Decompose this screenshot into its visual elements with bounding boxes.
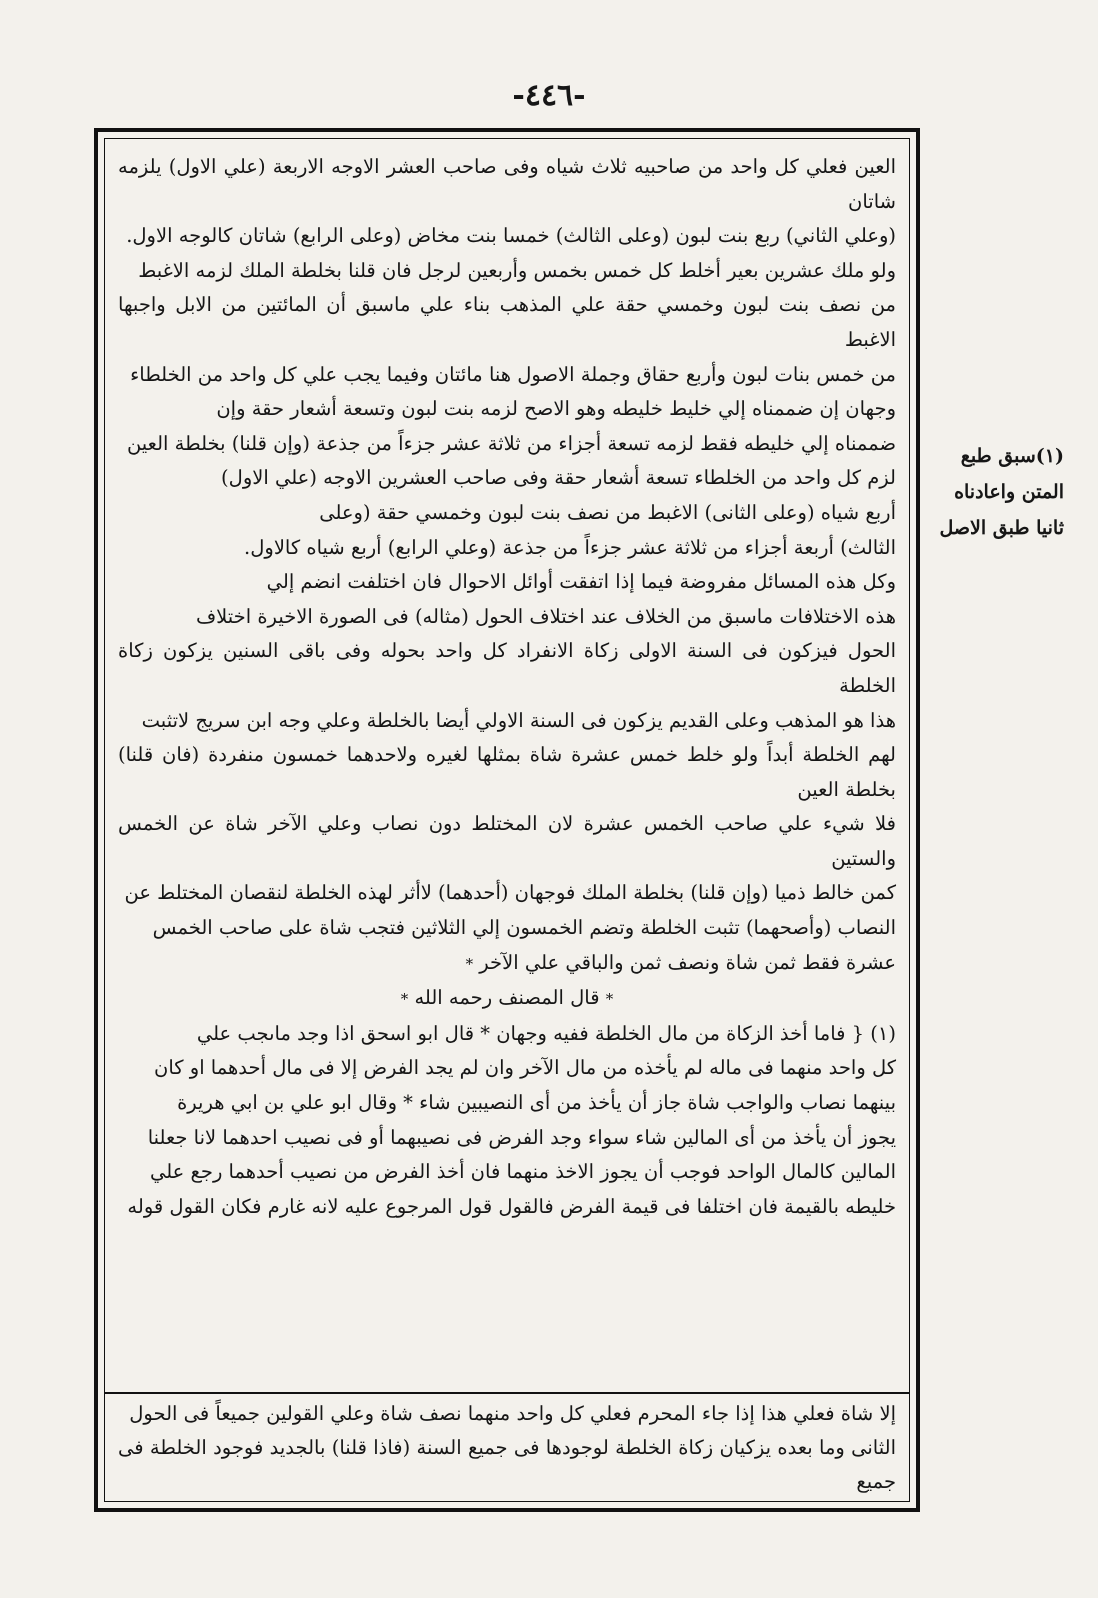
footer-text-block xyxy=(118,1397,896,1499)
text-line: ضممناه إلي خليطه فقط لزمه تسعة أجزاء من ثلاثة عشر جزءاً من جذعة (وإن قلنا) بخلطة العين xyxy=(126,431,896,455)
text-line: لهم الخلطة أبداً ولو خلط خمس عشرة شاة بمثلها لغيره ولاحدهما خمسون منفردة (فان قلنا) بخلطة العين xyxy=(118,743,896,801)
text-line: كمن خالط ذميا (وإن قلنا) بخلطة الملك فوجهان (أحدهما) لاأثر لهذه الخلطة لنقصان المختلط عن xyxy=(124,881,896,905)
margin-note-line: ثانيا طبق الاصل xyxy=(939,517,1064,539)
text-line: هذه الاختلافات ماسبق من الخلاف عند اختلاف الحول (مثاله) فى الصورة الاخيرة اختلاف xyxy=(195,604,896,628)
text-line-content: عشرة فقط ثمن شاة ونصف ثمن والباقي علي الآخر xyxy=(479,950,896,974)
footer-line: إلا شاة فعلي هذا إذا جاء المحرم فعلي كل واحد منهما نصف شاة وعلي القولين جميعاً فى الحول xyxy=(129,1402,896,1425)
section-line: (١) { فاما أخذ الزكاة من مال الخلطة ففيه وجهان * قال ابو اسحق اذا وجد ماىجب علي xyxy=(196,1021,896,1045)
text-line: النصاب (وأصحهما) تثبت الخلطة وتضم الخمسون إلي الثلاثين فتجب شاة على صاحب الخمس xyxy=(152,916,896,940)
text-line: هذا هو المذهب وعلى القديم يزكون فى السنة الاولي أيضا بالخلطة وعلي وجه ابن سريج لاتثبت xyxy=(141,708,896,732)
margin-note xyxy=(918,438,1064,546)
section-line: خليطه بالقيمة فان اختلفا فى قيمة الفرض فالقول قول المرجوع عليه لانه غارم فكان القول قوله xyxy=(127,1194,896,1218)
section-line: بينهما نصاب والواجب شاة جاز أن يأخذ من أى النصيبين شاء * وقال ابو علي بن ابي هريرة xyxy=(177,1091,896,1115)
text-line: وكل هذه المسائل مفروضة فيما إذا اتفقت أوائل الاحوال فان اختلفت انضم إلي xyxy=(266,570,896,594)
text-line: وجهان إن ضممناه إلي خليط خليطه وهو الاصح لزمه بنت لبون وتسعة أشعار حقة وإن xyxy=(216,397,896,421)
margin-note-line: المتن واعادناه xyxy=(954,481,1064,503)
footer-line: الثانى وما بعده يزكيان زكاة الخلطة لوجودها فى جميع السنة (فاذا قلنا) بالجديد فوجود الخلطة فى جميع xyxy=(118,1436,896,1493)
star-mark: * xyxy=(400,990,409,1009)
text-line: فلا شيء علي صاحب الخمس عشرة لان المختلط دون نصاب وعلي الآخر شاة عن الخمس والستين xyxy=(118,812,896,870)
section-line: يجوز أن يأخذ من أى المالين شاء سواء وجد الفرض فى نصيبهما أو فى نصيب احدهما لانا جعلنا xyxy=(147,1125,896,1149)
text-line: (وعلي الثاني) ربع بنت لبون (وعلى الثالث) خمسا بنت مخاض (وعلى الرابع) شاتان كالوجه الاول. xyxy=(126,224,896,248)
page-number: -٤٤٦- xyxy=(512,78,586,113)
text-line-ending xyxy=(118,946,896,982)
author-says-heading: قال المصنف رحمه الله xyxy=(414,986,600,1010)
section-line: المالين كالمال الواحد فوجب أن يجوز الاخذ منهما فان أخذ الفرض من نصيب أحدهما رجع علي xyxy=(149,1160,896,1184)
text-line: الحول فيزكون فى السنة الاولى زكاة الانفراد كل واحد بحوله وفى باقى السنين يزكون زكاة الخلطة xyxy=(118,639,896,697)
text-line: ولو ملك عشرين بعير أخلط كل خمس بخمس وأربعين لرجل فان قلنا بخلطة الملك لزمه الاغبط xyxy=(138,258,896,282)
main-text-block xyxy=(118,150,896,1224)
text-line: من نصف بنت لبون وخمسي حقة علي المذهب بناء علي ماسبق أن المائتين من الابل واجبها الاغبط xyxy=(118,293,896,351)
margin-note-line: (١)سبق طبع xyxy=(960,445,1064,467)
text-line: لزم كل واحد من الخلطاء تسعة أشعار حقة وفى صاحب العشرين الاوجه (علي الاول) xyxy=(221,466,896,490)
text-line: أربع شياه (وعلى الثانى) الاغبط من نصف بنت لبون وخمسي حقة (وعلى xyxy=(319,500,896,524)
text-line: العين فعلي كل واحد من صاحبيه ثلاث شياه وفى صاحب العشر الاوجه الاربعة (علي الاول) يلزمه شاتان xyxy=(118,155,896,213)
author-says-line xyxy=(118,981,896,1017)
footnote-separator xyxy=(104,1392,910,1394)
star-mark: * xyxy=(605,990,614,1009)
text-line: من خمس بنات لبون وأربع حقاق وجملة الاصول هنا مائتان وفيما يجب علي كل واحد من الخلطاء xyxy=(130,362,896,386)
section-line: كل واحد منهما فى ماله لم يأخذه من مال الآخر وان لم يجد الفرض إلا فى مال أحدهما او كان xyxy=(154,1056,896,1080)
star-mark: * xyxy=(465,954,474,973)
text-line: الثالث) أربعة أجزاء من ثلاثة عشر جزءاً من جذعة (وعلي الرابع) أربع شياه كالاول. xyxy=(244,535,896,559)
